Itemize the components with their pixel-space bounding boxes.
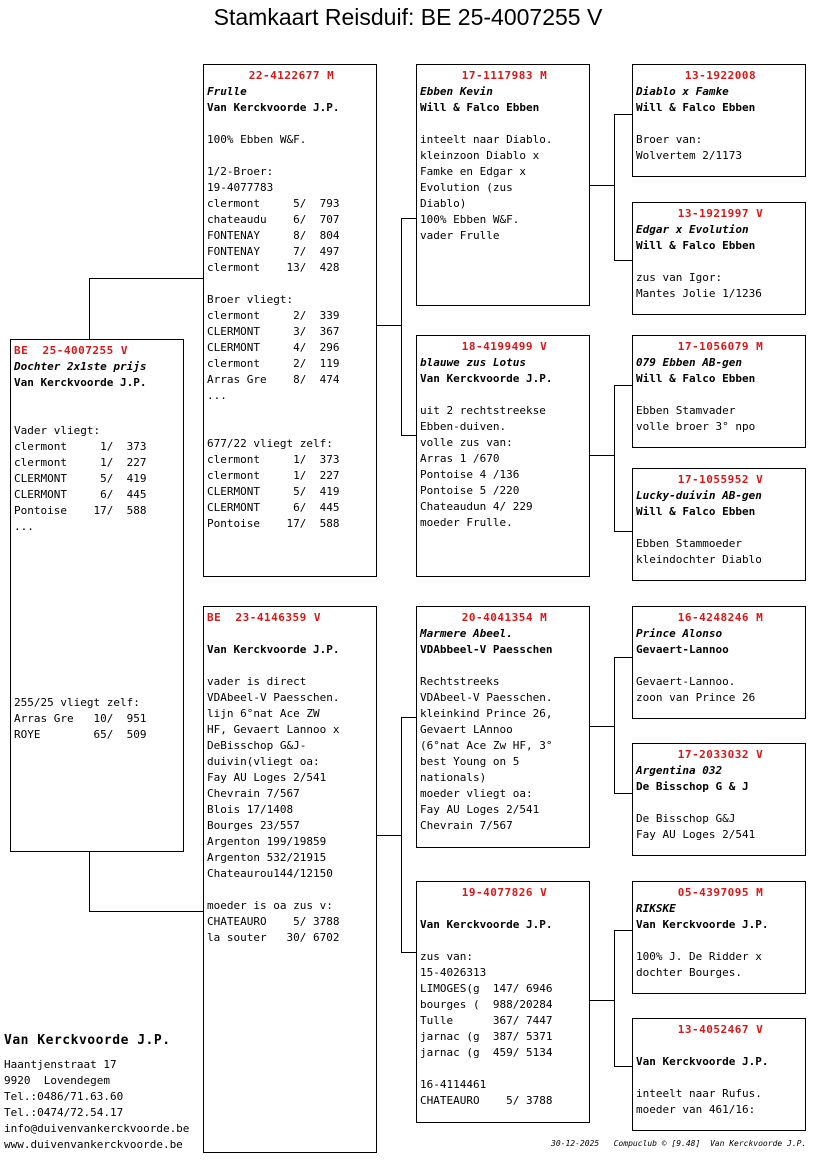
pigeon-name: 079 Ebben AB-gen — [636, 356, 742, 369]
note-line: clermont 1/ 373 — [14, 440, 147, 453]
note-line: jarnac (g 459/ 5134 — [420, 1046, 553, 1059]
notes — [636, 658, 805, 706]
owner: Will & Falco Ebben — [420, 101, 540, 114]
contact-lines — [4, 1057, 189, 1153]
notes-spacer — [14, 535, 183, 695]
ring-number: 19-4077826 V — [461, 886, 548, 899]
note-line: chateaudu 6/ 707 — [207, 213, 340, 226]
notes — [207, 658, 376, 946]
owner: VDAbbeel-V Paesschen — [420, 643, 553, 656]
note-line: Fay AU Loges 2/541 — [207, 771, 327, 784]
owner: Van Kerckvoorde J.P. — [420, 372, 553, 385]
note-line: duivin(vliegt oa: — [207, 755, 320, 768]
pigeon-name: Argentina 032 — [636, 764, 723, 777]
connector-line — [614, 531, 633, 532]
note-line — [14, 391, 183, 407]
note-line: Tel.:0486/71.63.60 — [4, 1090, 124, 1103]
note-line — [420, 116, 589, 132]
note-line — [207, 882, 376, 898]
note-line: Rechtstreeks — [420, 675, 500, 688]
connector-line — [614, 260, 633, 261]
note-line — [420, 1061, 589, 1077]
connector-line — [614, 114, 615, 261]
note-line: VDAbeel-V Paesschen. — [207, 691, 340, 704]
connector-line — [589, 1000, 614, 1001]
connector-line — [589, 455, 614, 456]
sss-card — [632, 64, 806, 177]
ring-number: 05-4397095 M — [677, 886, 764, 899]
note-line: 255/25 vliegt zelf: — [14, 696, 140, 709]
note-line: kleindochter Diablo — [636, 553, 762, 566]
dss-card — [632, 606, 806, 719]
sds-card — [632, 335, 806, 448]
note-line: vader Frulle — [420, 229, 500, 242]
note-line: Haantjenstraat 17 — [4, 1058, 117, 1071]
note-line: moeder vliegt oa: — [420, 787, 533, 800]
breeder-name: Van Kerckvoorde J.P. — [4, 1033, 171, 1048]
owner: De Bisschop G & J — [636, 780, 749, 793]
connector-line — [376, 325, 401, 326]
notes — [636, 387, 805, 435]
connector-line — [614, 930, 615, 1067]
connector-line — [89, 278, 204, 279]
sire-dam-card — [416, 335, 590, 577]
note-line: ... — [207, 389, 227, 402]
pigeon-name — [420, 901, 589, 917]
note-line: DeBisschop G&J- — [207, 739, 307, 752]
owner: Van Kerckvoorde J.P. — [636, 918, 769, 931]
ssd-card — [632, 202, 806, 315]
note-line: nationals) — [420, 771, 487, 784]
pigeon-name: Diablo x Famke — [636, 85, 729, 98]
note-line: Pontoise 4 /136 — [420, 468, 520, 481]
note-line: VDAbeel-V Paesschen. — [420, 691, 553, 704]
connector-line — [614, 657, 615, 794]
note-line: Diablo) — [420, 197, 467, 210]
note-line — [636, 520, 805, 536]
note-line: inteelt naar Rufus. — [636, 1087, 762, 1100]
note-line: www.duivenvankerckvoorde.be — [4, 1138, 183, 1151]
note-line — [207, 276, 376, 292]
dds-card — [632, 881, 806, 994]
note-line: lijn 6°nat Ace ZW — [207, 707, 320, 720]
note-line — [636, 658, 805, 674]
note-line: CHATEAURO 5/ 3788 — [207, 915, 340, 928]
note-line — [636, 933, 805, 949]
note-line: zoon van Prince 26 — [636, 691, 756, 704]
note-line — [420, 658, 589, 674]
note-line — [207, 404, 376, 420]
note-line: Tel.:0474/72.54.17 — [4, 1106, 124, 1119]
note-line: Argenton 199/19859 — [207, 835, 327, 848]
note-line — [207, 116, 376, 132]
note-line: zus van: — [420, 950, 473, 963]
ring-number: 17-2033032 V — [677, 748, 764, 761]
connector-line — [589, 185, 614, 186]
note-line: CLERMONT 4/ 296 — [207, 341, 340, 354]
ring-number: 16-4248246 M — [677, 611, 764, 624]
note-line: 100% Ebben W&F. — [207, 133, 307, 146]
ring-number: BE 25-4007255 V — [14, 344, 128, 357]
owner: Van Kerckvoorde J.P. — [420, 918, 553, 931]
note-line — [207, 420, 376, 436]
connector-line — [614, 657, 633, 658]
breeder-contact — [4, 1033, 189, 1153]
connector-line — [401, 717, 402, 953]
ring-number: 13-1921997 V — [677, 207, 764, 220]
note-line: dochter Bourges. — [636, 966, 742, 979]
note-line: Bourges 23/557 — [207, 819, 300, 832]
note-line: Ebben-duiven. — [420, 420, 507, 433]
connector-line — [401, 218, 417, 219]
note-line: Chevrain 7/567 — [207, 787, 300, 800]
owner: Will & Falco Ebben — [636, 505, 756, 518]
note-line — [636, 116, 805, 132]
notes — [636, 795, 805, 843]
pigeon-card — [10, 339, 184, 852]
note-line: clermont 5/ 793 — [207, 197, 340, 210]
note-line: Arras Gre 8/ 474 — [207, 373, 340, 386]
note-line: clermont 1/ 227 — [207, 469, 340, 482]
note-line: Evolution (zus — [420, 181, 513, 194]
note-line: Famke en Edgar x — [420, 165, 526, 178]
connector-line — [401, 952, 417, 953]
ddd-card — [632, 1018, 806, 1131]
note-line: 19-4077783 — [207, 181, 274, 194]
connector-line — [589, 726, 614, 727]
note-line: Wolvertem 2/1173 — [636, 149, 742, 162]
note-line: clermont 13/ 428 — [207, 261, 340, 274]
note-line — [420, 933, 589, 949]
note-line: moeder is oa zus v: — [207, 899, 333, 912]
notes — [636, 254, 805, 302]
connector-line — [614, 114, 633, 115]
note-line: clermont 2/ 339 — [207, 309, 340, 322]
ring-number: 17-1055952 V — [677, 473, 764, 486]
note-line: Gevaert LAnnoo — [420, 723, 513, 736]
pigeon-name: Lucky-duivin AB-gen — [636, 489, 762, 502]
note-line: 15-4026313 — [420, 966, 487, 979]
ring-number: 17-1117983 M — [461, 69, 548, 82]
note-line — [14, 407, 183, 423]
note-line: ... — [14, 520, 34, 533]
connector-line — [89, 851, 90, 912]
note-line: Ebben Stamvader — [636, 404, 736, 417]
notes — [420, 933, 589, 1109]
note-line: 100% J. De Ridder x — [636, 950, 762, 963]
note-line: kleinkind Prince 26, — [420, 707, 553, 720]
note-line: Ebben Stammoeder — [636, 537, 742, 550]
connector-line — [614, 930, 633, 931]
pigeon-name — [207, 626, 376, 642]
pigeon-name: Prince Alonso — [636, 627, 723, 640]
sdd-card — [632, 468, 806, 581]
notes — [14, 695, 183, 743]
note-line: CLERMONT 5/ 419 — [207, 485, 340, 498]
ring-number: 22-4122677 M — [248, 69, 335, 82]
note-line: HF, Gevaert Lannoo x — [207, 723, 340, 736]
connector-line — [401, 435, 417, 436]
note-line: zus van Igor: — [636, 271, 723, 284]
ring-number: 13-4052467 V — [677, 1023, 764, 1036]
note-line: 16-4114461 — [420, 1078, 487, 1091]
connector-line — [401, 717, 417, 718]
note-line: Broer van: — [636, 133, 703, 146]
connector-line — [376, 835, 401, 836]
note-line: jarnac (g 387/ 5371 — [420, 1030, 553, 1043]
note-line: bourges ( 988/20284 — [420, 998, 553, 1011]
connector-line — [614, 385, 615, 532]
notes — [420, 387, 589, 531]
note-line: CHATEAURO 5/ 3788 — [420, 1094, 553, 1107]
pigeon-name — [636, 1038, 805, 1054]
owner: Van Kerckvoorde J.P. — [207, 643, 340, 656]
note-line — [636, 387, 805, 403]
note-line: Fay AU Loges 2/541 — [636, 828, 756, 841]
notes — [207, 116, 376, 532]
print-stamp: 30-12-2025 Compuclub © [9.48] Van Kerckvoorde J.P. — [551, 1139, 807, 1148]
note-line: kleinzoon Diablo x — [420, 149, 540, 162]
notes — [420, 658, 589, 834]
note-line — [207, 658, 376, 674]
owner: Will & Falco Ebben — [636, 239, 756, 252]
note-line: inteelt naar Diablo. — [420, 133, 553, 146]
note-line: Pontoise 17/ 588 — [207, 517, 340, 530]
connector-line — [401, 218, 402, 436]
note-line: Chateaurou144/12150 — [207, 867, 333, 880]
note-line: 677/22 vliegt zelf: — [207, 437, 333, 450]
page-title: Stamkaart Reisduif: BE 25-4007255 V — [213, 4, 603, 30]
note-line: De Bisschop G&J — [636, 812, 736, 825]
owner: Van Kerckvoorde J.P. — [207, 101, 340, 114]
note-line: Broer vliegt: — [207, 293, 294, 306]
note-line: la souter 30/ 6702 — [207, 931, 340, 944]
ring-number: 13-1922008 — [684, 69, 757, 82]
note-line: 9920 Lovendegem — [4, 1074, 110, 1087]
dsd-card — [632, 743, 806, 856]
note-line: 1/2-Broer: — [207, 165, 274, 178]
note-line: FONTENAY 8/ 804 — [207, 229, 340, 242]
note-line: FONTENAY 7/ 497 — [207, 245, 340, 258]
pigeon-name: Marmere Abeel. — [420, 627, 513, 640]
connector-line — [614, 385, 633, 386]
note-line: info@duivenvankerckvoorde.be — [4, 1122, 190, 1135]
note-line: clermont 1/ 227 — [14, 456, 147, 469]
notes — [636, 1070, 805, 1118]
note-line — [636, 795, 805, 811]
owner: Van Kerckvoorde J.P. — [636, 1055, 769, 1068]
owner: Will & Falco Ebben — [636, 372, 756, 385]
note-line: Chateaudun 4/ 229 — [420, 500, 533, 513]
pigeon-name: blauwe zus Lotus — [420, 356, 526, 369]
owner: Van Kerckvoorde J.P. — [14, 376, 147, 389]
note-line: Blois 17/1408 — [207, 803, 294, 816]
note-line: ROYE 65/ 509 — [14, 728, 147, 741]
note-line — [636, 1070, 805, 1086]
note-line: Mantes Jolie 1/1236 — [636, 287, 762, 300]
ring-number: 17-1056079 M — [677, 340, 764, 353]
connector-line — [614, 793, 633, 794]
sire-sire-card — [416, 64, 590, 306]
note-line: CLERMONT 5/ 419 — [14, 472, 147, 485]
note-line: CLERMONT 6/ 445 — [207, 501, 340, 514]
note-line: CLERMONT 3/ 367 — [207, 325, 340, 338]
note-line: moeder Frulle. — [420, 516, 513, 529]
owner: Gevaert-Lannoo — [636, 643, 729, 656]
pigeon-name: RIKSKE — [636, 902, 676, 915]
ring-number: 18-4199499 V — [461, 340, 548, 353]
note-line: Tulle 367/ 7447 — [420, 1014, 553, 1027]
dam-dam-card — [416, 881, 590, 1123]
sire-card — [203, 64, 377, 577]
notes — [420, 116, 589, 244]
notes — [636, 520, 805, 568]
note-line: clermont 1/ 373 — [207, 453, 340, 466]
note-line — [636, 254, 805, 270]
note-line: clermont 2/ 119 — [207, 357, 340, 370]
note-line: Argenton 532/21915 — [207, 851, 327, 864]
owner: Will & Falco Ebben — [636, 101, 756, 114]
note-line — [207, 148, 376, 164]
ring-number: BE 23-4146359 V — [207, 611, 321, 624]
note-line: Pontoise 5 /220 — [420, 484, 520, 497]
notes — [636, 933, 805, 981]
dam-card — [203, 606, 377, 1153]
note-line — [420, 387, 589, 403]
note-line: vader is direct — [207, 675, 307, 688]
connector-line — [614, 1066, 633, 1067]
note-line: Pontoise 17/ 588 — [14, 504, 147, 517]
note-line: CLERMONT 6/ 445 — [14, 488, 147, 501]
notes — [636, 116, 805, 164]
note-line: 100% Ebben W&F. — [420, 213, 520, 226]
pigeon-name: Edgar x Evolution — [636, 223, 749, 236]
connector-line — [89, 911, 204, 912]
pigeon-name: Frulle — [207, 85, 247, 98]
note-line: (6°nat Ace Zw HF, 3° — [420, 739, 553, 752]
note-line: Chevrain 7/567 — [420, 819, 513, 832]
connector-line — [89, 278, 90, 340]
note-line: LIMOGES(g 147/ 6946 — [420, 982, 553, 995]
dam-sire-card — [416, 606, 590, 848]
pigeon-name: Ebben Kevin — [420, 85, 493, 98]
notes — [14, 391, 183, 535]
ring-number: 20-4041354 M — [461, 611, 548, 624]
note-line: Fay AU Loges 2/541 — [420, 803, 540, 816]
pigeon-name: Dochter 2x1ste prijs — [14, 360, 147, 373]
note-line: volle zus van: — [420, 436, 513, 449]
note-line: Vader vliegt: — [14, 424, 101, 437]
note-line: volle broer 3° npo — [636, 420, 756, 433]
note-line: best Young on 5 — [420, 755, 520, 768]
note-line: moeder van 461/16: — [636, 1103, 756, 1116]
note-line: uit 2 rechtstreekse — [420, 404, 546, 417]
note-line: Arras 1 /670 — [420, 452, 500, 465]
note-line: Arras Gre 10/ 951 — [14, 712, 147, 725]
note-line: Gevaert-Lannoo. — [636, 675, 736, 688]
